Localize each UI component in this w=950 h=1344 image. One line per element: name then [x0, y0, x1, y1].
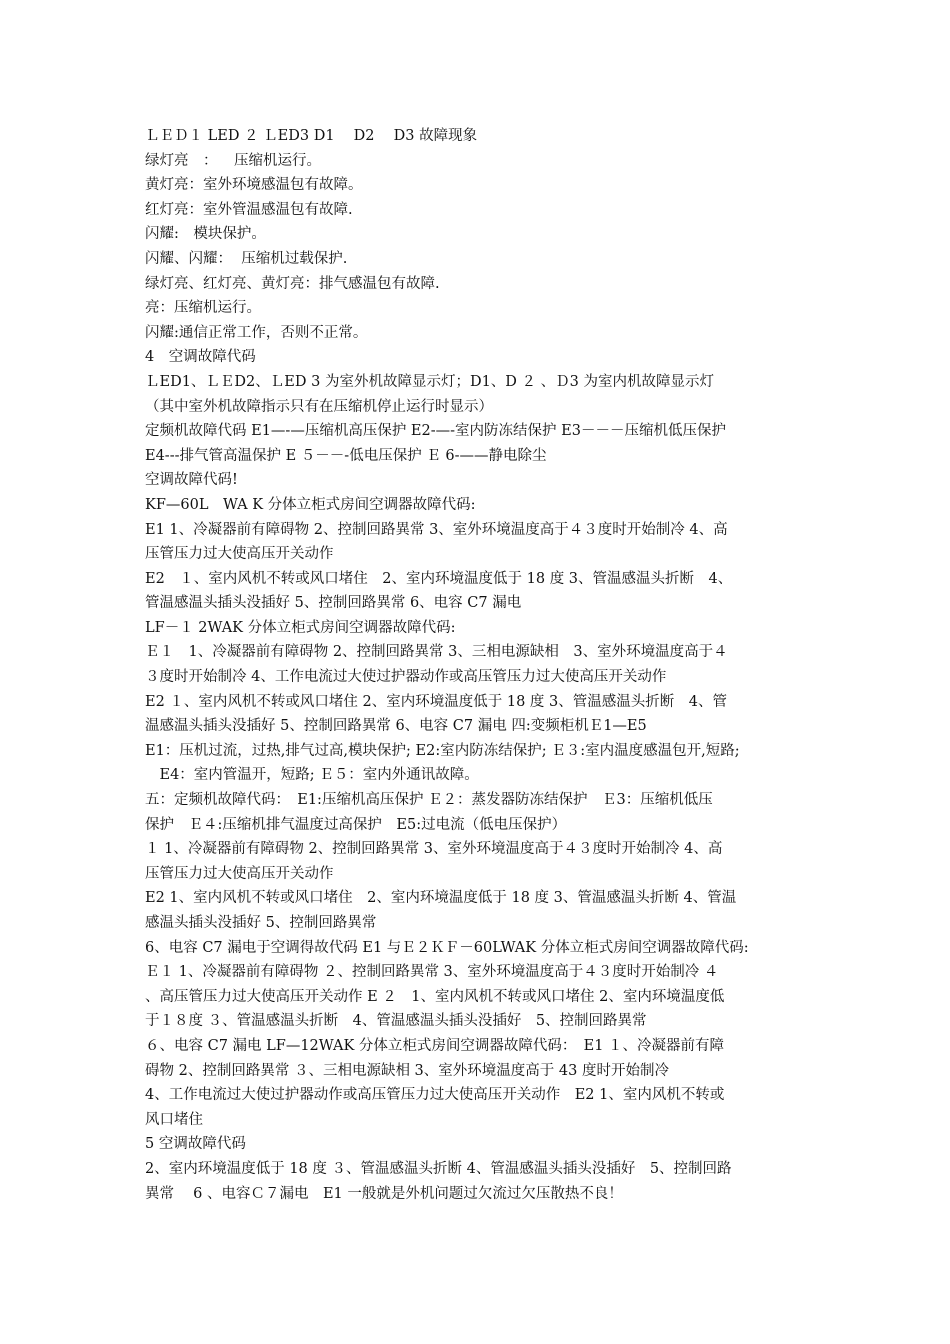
- paragraph-line: E2 1、室内风机不转或风口堵住 2、室内环境温度低于 18 度 3、管温感温头折断 4、管温: [145, 890, 737, 907]
- paragraph-line: Ｅ１ 1、冷凝器前有障碍物 ２、控制回路異常 3、室外环境温度高于４３度时开始制冷 ４: [145, 964, 719, 981]
- paragraph-line: 于１８度 ３、管温感温头折断 4、管温感温头插头没插好 5、控制回路異常: [145, 1013, 647, 1030]
- document-body: [145, 124, 813, 1206]
- paragraph-line: E4：室内管温开，短路; Ｅ５：室内外通讯故障。: [145, 767, 479, 784]
- paragraph-line: 亮：压缩机运行。: [145, 300, 261, 317]
- paragraph-line: 绿灯亮、红灯亮、黄灯亮：排气感温包有故障.: [145, 275, 440, 292]
- paragraph-line: 红灯亮：室外管温感温包有故障.: [145, 201, 353, 218]
- paragraph-line: 空调故障代码!: [145, 472, 238, 489]
- paragraph-line: 碍物 2、控制回路異常 ３、三相电源缺相 3、室外环境温度高于 43 度时开始制冷: [145, 1062, 669, 1079]
- paragraph-line: （其中室外机故障指示只有在压缩机停止运行时显示）: [145, 398, 493, 415]
- paragraph-line: １ 1、冷凝器前有障碍物 2、控制回路異常 3、室外环境温度高于４３度时开始制冷 4、高: [145, 841, 723, 858]
- paragraph-line: 压管压力过大使高压开关动作: [145, 546, 334, 563]
- paragraph-line: KF—60L WA K 分体立柜式房间空调器故障代码:: [145, 496, 476, 513]
- paragraph-line: 压管压力过大使高压开关动作: [145, 865, 334, 882]
- paragraph-line: E2 １、室内风机不转或风口堵住 2、室内环境温度低于 18 度 3、管温感温头折断 4、: [145, 570, 733, 587]
- paragraph-line: E1 1、冷凝器前有障碍物 2、控制回路異常 3、室外环境温度高于４３度时开始制冷 4、高: [145, 521, 728, 538]
- paragraph-line: 定频机故障代码 E1—-—压缩机高压保护 E2-—-室内防冻结保护 E3－－－压缩机低压保护: [145, 423, 726, 440]
- paragraph-line: E2 １、室内风机不转或风口堵住 2、室内环境温度低于 18 度 3、管温感温头折断 4、管: [145, 693, 727, 710]
- paragraph-line: Ｅ１ 1、冷凝器前有障碍物 2、控制回路異常 3、三相电源缺相 3、室外环境温度高于４: [145, 644, 728, 661]
- paragraph-line: 4、工作电流过大使过护器动作或高压管压力过大使高压开关动作 E2 1、室内风机不转或: [145, 1087, 725, 1104]
- paragraph-line: 闪耀: 模块保护。: [145, 226, 266, 243]
- paragraph-line: LF－１ 2WAK 分体立柜式房间空调器故障代码:: [145, 619, 456, 636]
- section-heading: 4 空调故障代码: [145, 349, 256, 366]
- section-heading: 5 空调故障代码: [145, 1136, 246, 1153]
- paragraph-line: ３度时开始制冷 4、工作电流过大使过护器动作或高压管压力过大使高压开关动作: [145, 669, 667, 686]
- paragraph-line: 黄灯亮：室外环境感温包有故障。: [145, 177, 363, 194]
- paragraph-line: E1：压机过流，过热,排气过高,模块保护; E2:室内防冻结保护; Ｅ３:室内温度感温包开,短路;: [145, 742, 740, 759]
- paragraph-line: 风口堵住: [145, 1111, 203, 1128]
- paragraph-line: E4---排气管高温保护 E ５－－-低电压保护 Ｅ 6-——静电除尘: [145, 447, 547, 464]
- paragraph-line: 五：定频机故障代码： E1:压缩机高压保护 Ｅ２：蒸发器防冻结保护 Ｅ3：压缩机低压: [145, 792, 713, 809]
- paragraph-line: 、高压管压力过大使高压开关动作 E ２ 1、室内风机不转或风口堵住 2、室内环境温度低: [145, 988, 725, 1005]
- paragraph-line: ６、电容 C7 漏电 LF—12WAK 分体立柜式房间空调器故障代码： E1 １、冷凝器前有障: [145, 1037, 725, 1054]
- paragraph-line: 2、室内环境温度低于 18 度 ３、管温感温头折断 4、管温感温头插头没插好 5、控制回路: [145, 1160, 732, 1177]
- paragraph-line: ＬED1、ＬＥD2、ＬED 3 为室外机故障显示灯；D1、D ２ 、Ｄ3 为室内机故障显示灯: [145, 373, 714, 390]
- paragraph-line: 闪耀、闪耀： 压缩机过载保护.: [145, 250, 348, 267]
- paragraph-line: 闪耀:通信正常工作，否则不正常。: [145, 324, 368, 341]
- paragraph-line: ＬＥＤ１ LED ２ ＬED3 D1 D2 D3 故障现象: [145, 128, 478, 144]
- paragraph-line: 感温头插头没插好 5、控制回路異常: [145, 915, 377, 931]
- paragraph-line: 異常 6 、电容Ｃ７漏电 E1 一般就是外机问题过欠流过欠压散热不良！: [145, 1185, 623, 1202]
- paragraph-line: 绿灯亮 ： 压缩机运行。: [145, 152, 321, 169]
- paragraph-line: 温感温头插头没插好 5、控制回路異常 6、电容 C7 漏电 四:变频柜机Ｅ1—E5: [145, 718, 647, 735]
- paragraph-line: 保护 Ｅ４:压缩机排气温度过高保护 E5:过电流（低电压保护）: [145, 816, 567, 833]
- paragraph-line: 管温感温头插头没插好 5、控制回路異常 6、电容 C7 漏电: [145, 595, 522, 612]
- paragraph-line: 6、电容 C7 漏电于空调得故代码 E1 与Ｅ２ＫＦ－60LWAK 分体立柜式房间空调器故障代码:: [145, 939, 749, 956]
